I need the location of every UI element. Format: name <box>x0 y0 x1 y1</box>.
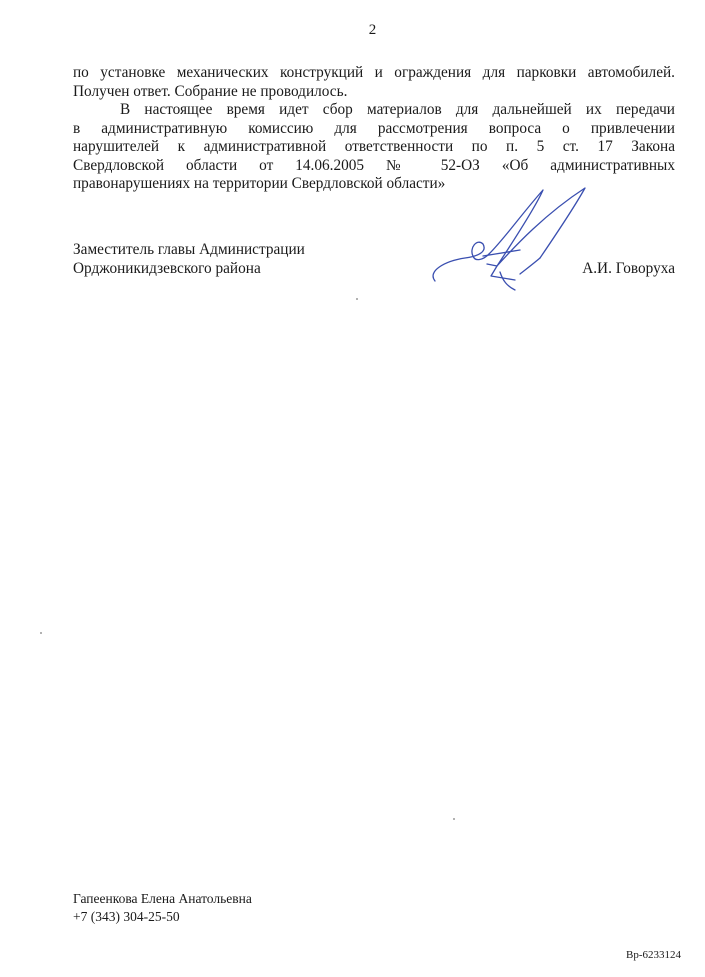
text-line: Получен ответ. Собрание не проводилось. <box>73 82 348 100</box>
contact-phone: +7 (343) 304-25-50 <box>73 908 180 924</box>
text-line: в административную комиссию для рассмотрения вопроса о привлечении <box>73 119 675 137</box>
scan-speck <box>453 818 455 820</box>
page-number: 2 <box>368 22 377 38</box>
text-line: правонарушениях на территории Свердловской области» <box>73 175 446 192</box>
text-line: В настоящее время идет сбор материалов для дальнейшей их передачи <box>120 101 675 118</box>
scan-speck <box>356 298 358 300</box>
contact-name: Гапеенкова Елена Анатольевна <box>73 891 252 906</box>
text-line: по установке механических конструкций и ограждения для парковки автомобилей. <box>73 64 675 81</box>
signatory-title-line: Орджоникидзевского района <box>73 260 261 277</box>
reference-number: Вр-6233124 <box>626 949 681 961</box>
paragraph-1 <box>73 64 675 101</box>
signatory-title-line: Заместитель главы Администрации <box>73 241 305 258</box>
text-line: Свердловской области от 14.06.2005 № 52-ОЗ «Об административных <box>73 156 675 174</box>
paragraph-2 <box>73 101 675 194</box>
handwritten-signature <box>425 186 595 296</box>
signatory-name: А.И. Говоруха <box>582 260 675 277</box>
scan-speck <box>40 632 42 634</box>
text-line: нарушителей к административной ответственности по п. 5 ст. 17 Закона <box>73 138 675 155</box>
signatory-title <box>73 240 305 278</box>
contact-block <box>73 890 252 925</box>
